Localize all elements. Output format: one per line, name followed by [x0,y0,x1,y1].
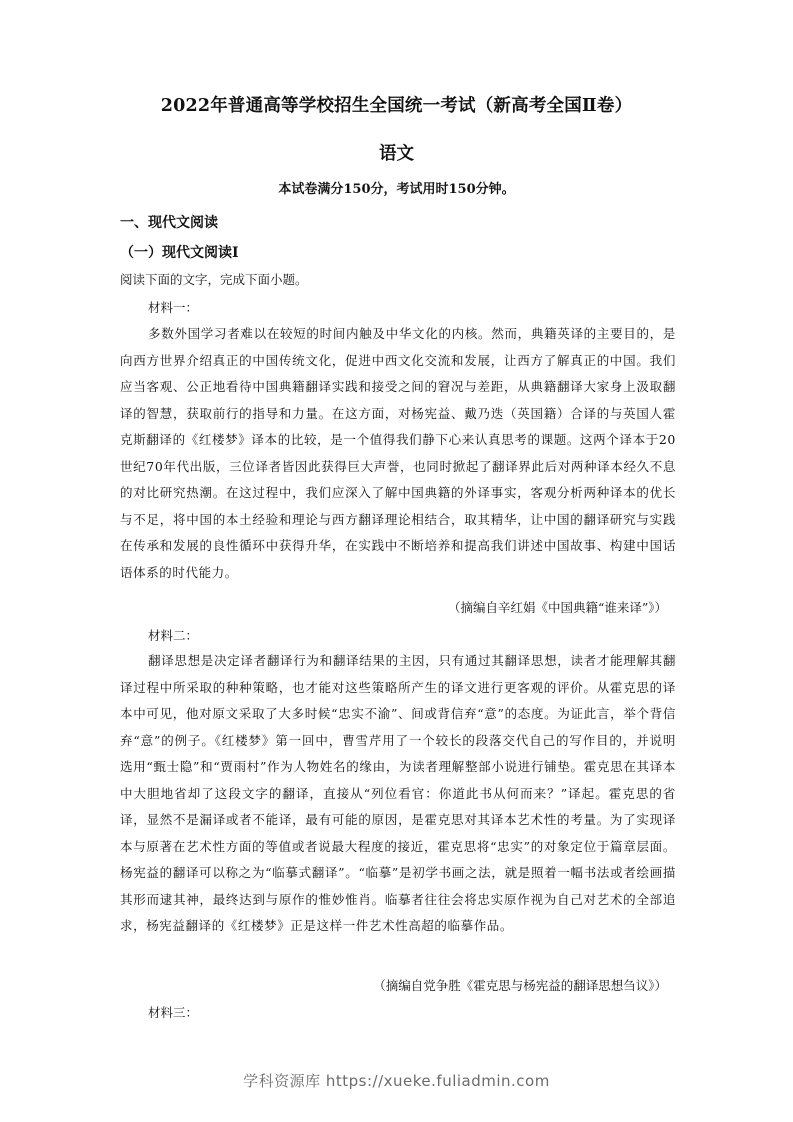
material2-text: 翻译思想是决定译者翻译行为和翻译结果的主因，只有通过其翻译思想，读者才能理解其翻译过程中所采取的种种策略，也才能对这些策略所产生的译文进行更客观的评价。从霍克思的译本中可见，他对原文采取了大多时候“忠实不渝”、间或背信弃“意”的态度。为证此言，举个背信弃“意”的例子。《红楼梦》第一回中，曹雪芹用了一个较长的段落交代自己的写作目的，并说明选用“甄士隐”和“贾雨村”作为人物姓名的缘由，为读者理解整部小说进行铺垫。霍克思在其译本中大胆地省却了这段文字的翻译，直接从“列位看官：你道此书从何而来？”译起。霍克思的省译，显然不是漏译或者不能译，最有可能的原因，是霍克思对其译本艺术性的考量。为了实现译本与原著在艺术性方面的等值或者说最大程度的接近，霍克思将“忠实”的对象定位于篇章层面。杨宪益的翻译可以称之为“临摹式翻译”。“临摹”是初学书画之法，就是照着一幅书法或者绘画描其形而逮其神，最终达到与原作的惟妙惟肖。临摹者往往会将忠实原作视为自己对艺术的全部追求，杨宪益翻译的《红楼梦》正是这样一件艺术性高超的临摹作品。 [120,653,676,933]
section-heading: 一、现代文阅读 [120,215,218,231]
exam-title: 2022年普通高等学校招生全国统一考试（新高考全国Ⅱ卷） [160,96,633,116]
material1-source: （摘编自辛红娟《中国典籍“谁来译”》） [447,600,667,615]
subsection-heading: （一）现代文阅读Ⅰ [120,245,239,261]
material1-label: 材料一： [148,300,199,315]
exam-note: 本试卷满分150分，考试用时150分钟。 [278,182,515,197]
material2-source: （摘编自党争胜《霍克思与杨宪益的翻译思想刍议》） [373,978,667,993]
subject-heading: 语文 [379,144,414,164]
reading-instruction: 阅读下面的文字，完成下面小题。 [120,272,308,287]
material3-label: 材料三： [148,1005,199,1020]
material2-label: 材料二： [148,628,199,643]
material1-text: 多数外国学习者难以在较短的时间内触及中华文化的内核。然而，典籍英译的主要目的，是向西方世界介绍真正的中国传统文化，促进中西文化交流和发展，让西方了解真正的中国。我们应当客观、公正地看待中国典籍翻译实践和接受之间的窘况与差距，从典籍翻译大家身上汲取翻译的智慧，获取前行的指导和力量。在这方面，对杨宪益、戴乃迭（英国籍）合译的与英国人霍克斯翻译的《红楼梦》译本的比较，是一个值得我们静下心来认真思考的课题。这两个译本于20世纪70年代出版，三位译者皆因此获得巨大声誉，也同时掀起了翻译界此后对两种译本经久不息的对比研究热潮。在这过程中，我们应深入了解中国典籍的外译事实，客观分析两种译本的优长与不足，将中国的本土经验和理论与西方翻译理论相结合，取其精华，让中国的翻译研究与实践在传承和发展的良性循环中获得升华，在实践中不断培养和提高我们讲述中国故事、构建中国话语体系的时代能力。 [120,326,676,580]
watermark-footer: 学科资源库 https://xueke.fuliadmin.com [243,1072,550,1090]
